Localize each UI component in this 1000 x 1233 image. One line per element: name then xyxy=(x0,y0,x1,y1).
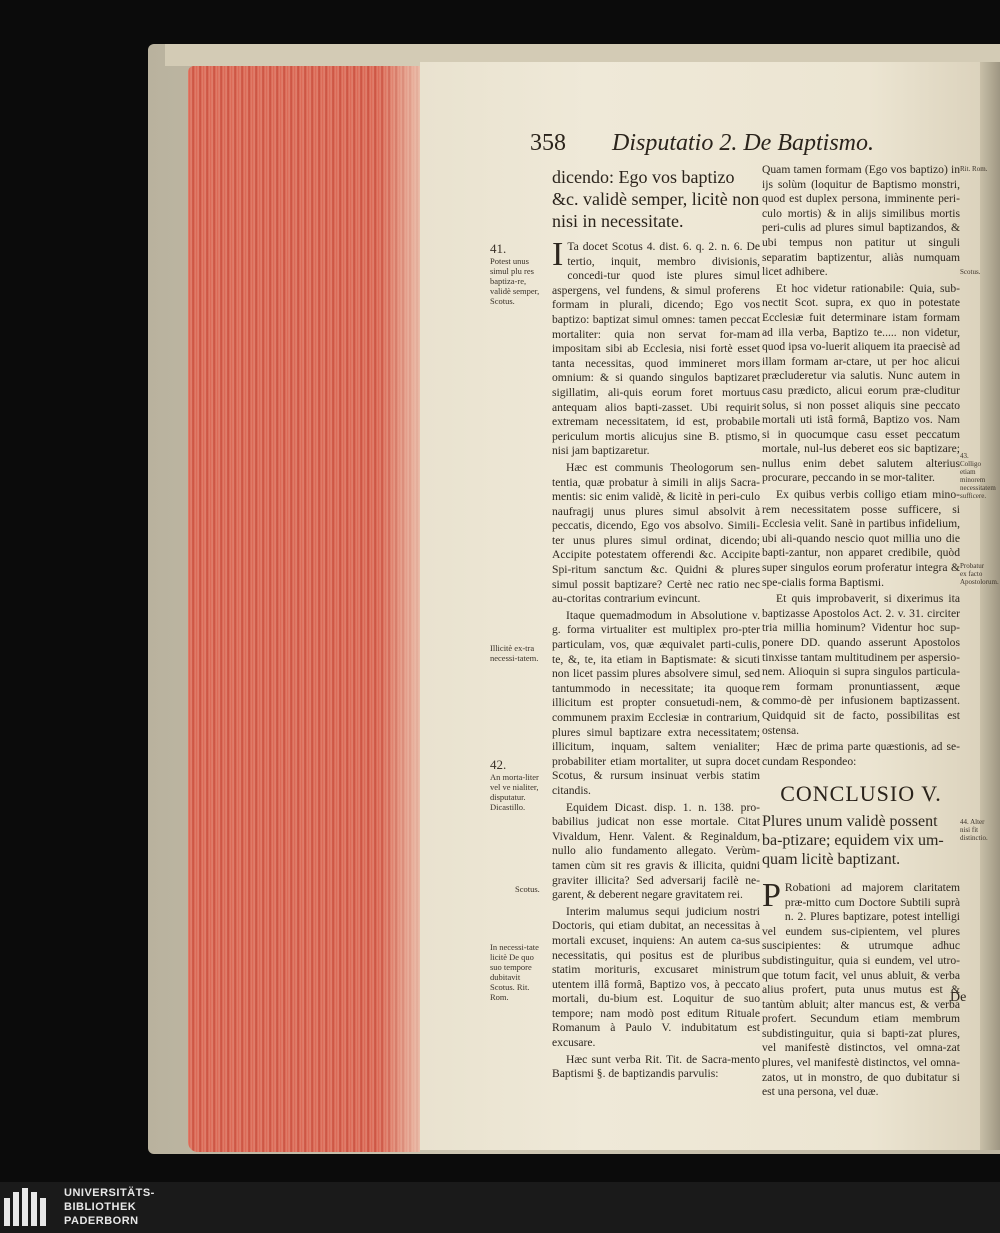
margin-note: Illicitè ex-tra necessi-tatem. xyxy=(490,643,539,663)
right-column xyxy=(762,163,960,1102)
paragraph: Equidem Dicast. disp. 1. n. 138. pro-babilius judicat non esse mortale. Citat Vivaldum, Henr. Valent. & Reginaldum, nullo alio fundamento allegato. Verùm-tamen cùm sit res gravis & illicita, quidni graviter illicita? Sed adversarij facilè ne-garent, & deberent negare gravitatem rei. xyxy=(552,800,760,902)
red-page-edges xyxy=(188,66,420,1152)
catchword: De xyxy=(950,990,967,1005)
paragraph: Hæc sunt verba Rit. Tit. de Sacra-mento Baptismi §. de baptizandis parvulis: xyxy=(552,1052,760,1081)
conclusion-heading: CONCLUSIO V. xyxy=(780,781,942,807)
paragraph: Interim malumus sequi judicium nostri Doctoris, qui etiam dubitat, an necessitas à mortali excuset, inquiens: An autem ca-sus necessitatis, qui positus est de pluribus statim morituris, excusaret ministrum utentem illâ formâ, Baptizo vos, à peccato mortali, du-bium est. Loquitur de suo tempore; nam modò post editum Rituale Romanum à Paulo V. indubitatum est excusare. xyxy=(552,904,760,1050)
margin-note: In necessi-tate licitè De quo suo tempore dubitavit Scotus. Rit. Rom. xyxy=(490,942,539,1002)
paragraph: Hæc est communis Theologorum sen-tentia, quæ probatur à simili in alijs Sacra-mentis: sic enim validè, & licitè in peri-culo naufragij unus plures simul absolvit à peccatis, dicendo, Ego vos absolvo. Simili-ter unus plures simul ordinat, dicendo; Accipite potestatem offerendi &c. Accipite Spi-ritum sanctum &c. Quidni & plures simul possit baptizare? Certè nec ratio nec au-ctoritas contrarium evincunt. xyxy=(552,460,760,606)
margin-note: 41. Potest unus simul plu res baptiza-re, validè semper, Scotus. xyxy=(490,241,540,306)
paragraph: P Robationi ad majorem claritatem præ-mitto cum Doctore Subtili suprà n. 2. Plures baptizare, potest intelligi vel eundem sus-cipientem, vel plures suscipientes: & utrumque adhuc subdistinguitur, quia si eundem, vel utro-que totum facit, vel unus abluit, & verba alius profert, puta unus mutus est & tantùm abluit; alter mancus est, & verba profert. Secundum etiam membrum subdistinguitur, quia si bapti-zat plures, vel manifestè distinctos, vel omna-zat plures, vel manifestè distinctos, vel omna-zatos, ut in monstro, de quo dubitatur si est una persona, vel duæ. xyxy=(762,876,960,1099)
running-header xyxy=(530,130,950,157)
left-column xyxy=(552,166,760,1084)
library-footer xyxy=(0,1182,1000,1233)
right-margin-note: Probatur ex facto Apostolorum. xyxy=(960,562,999,586)
right-margin-note: Rit. Rom. xyxy=(960,165,988,173)
paragraph: Et hoc videtur rationabile: Quia, sub-nectit Scot. supra, ex quo in potestate Ecclesiæ fuit determinare istam formam ad illa verba, Baptizo te..... non videtur, quod ipsa vo-luerit aliquem ita praecisè ad illam formam ar-ctare, ut per hoc alicui præcluderetur via salutis. Nunc autem in casu prædicto, alicui eorum præ-cluditur solus, si non posset aliquis sine peccato mortali uti istâ formâ, Baptizo vos. Nam si in quocumque casu esset peccatum mortale, nul-lus deberet eos sic baptizare; nullus enim debet salutem alterius procurare, peccando in se mor-taliter. xyxy=(762,281,960,485)
right-margin-note: 43. Colligo etiam minorem necessitatem sufficere. xyxy=(960,452,996,500)
paragraph: Itaque quemadmodum in Absolutione v. g. forma virtualiter est multiplex pro-pter particulam, vos, quæ æquivalet parti-culis, te, &, te, ita etiam in Baptismate: & sicuti non licet passim plures absolvere simul, sed tantummodo in necessitate; ita quoque illicitum est propter consuetudi-nem, & communem praxim Ecclesiæ in contrarium, plures simul baptizare extra necessitatem; illicitum, inquam, saltem venialiter; probabiliter etiam mortaliter, ut supra docet Scotus, & rursum insinuat verbis statim citandis. xyxy=(552,608,760,797)
drop-initial: P xyxy=(762,876,781,914)
lead-text: dicendo: Ego vos baptizo &c. validè semper, licitè non nisi in necessitate. xyxy=(552,167,760,231)
paragraph: Quam tamen formam (Ego vos baptizo) in ijs solùm (loquitur de Baptismo monstri, quod est duplex persona, imminente peri-culo mortis) & in alijs similibus mortis peri-culis ad plures simul baptizandos, & ubi tempus non patitur ut singuli separatim baptizentur, aliàs numquam licet adhibere. xyxy=(762,163,960,279)
right-margin-note: 44. Alter nisi fit distinctio. xyxy=(960,818,988,842)
paragraph: I Ta docet Scotus 4. dist. 6. q. 2. n. 6. De tertio, inquit, membro divisionis, concedi-tur quod iste plures simul aspergens, vel fundens, & simul proferens formam in plurali, dicendo; Ego vos baptizo: baptizat simul omnes: tamen peccat mortaliter: quia non servat for-mam impositam sibi ab Ecclesia, nisi fortè esset tanta necessitas, quod immineret mors omnium: & si quando singulos baptizaret sigillatim, ali-quis eorum foret mortuus antequam alios bapti-zasset. Ubi requirit extremam necessitatem, id est, probabile periculum mortis alicujus sine B. ptismo, nisi jam baptizaretur. xyxy=(552,236,760,458)
margin-note: Scotus. xyxy=(515,884,540,894)
running-title: Disputatio 2. De Baptismo. xyxy=(612,130,874,156)
page-shadow xyxy=(980,62,1000,1150)
margin-note: 42. An morta-liter vel ve nialiter, disputatur. Dicastillo. xyxy=(490,757,539,812)
paragraph: Et quis improbaverit, si dixerimus ita baptizasse Apostolos Act. 2. v. 31. circiter tria millia hominum? Videntur hoc sup-ponere DD. quando asserunt Apostolos tinxisse tantam multitudinem per aspersio-nem. Alioquin si supra singulos particula-rem formam pronuntiassent, æque commo-dè per infusionem baptizassent. Quidquid sit de facto, possibilitas est ostensa. xyxy=(762,592,960,737)
page-number: 358 xyxy=(530,130,566,156)
library-logo-icon xyxy=(4,1188,58,1226)
right-margin-note: Scotus. xyxy=(960,268,981,276)
paragraph: Ex quibus verbis colligo etiam mino-rem necessitatem posse sufficere, si Ecclesia velit. Sanè in partibus infidelium, ubi ali-quando nescio quot millia uno die bapti-zantur, non apparet credibile, quòd super singulos eorum proferatur integra & spe-cialis forma Baptismi. xyxy=(762,488,960,589)
paragraph: Hæc de prima parte quæstionis, ad se-cundam Respondeo: xyxy=(762,740,960,768)
drop-initial: I xyxy=(552,236,564,273)
library-name: UNIVERSITÄTS- BIBLIOTHEK PADERBORN xyxy=(64,1187,155,1227)
conclusion-text: Plures unum validè possent ba-ptizare; equidem vix um-quam licitè baptizant. xyxy=(762,812,944,868)
